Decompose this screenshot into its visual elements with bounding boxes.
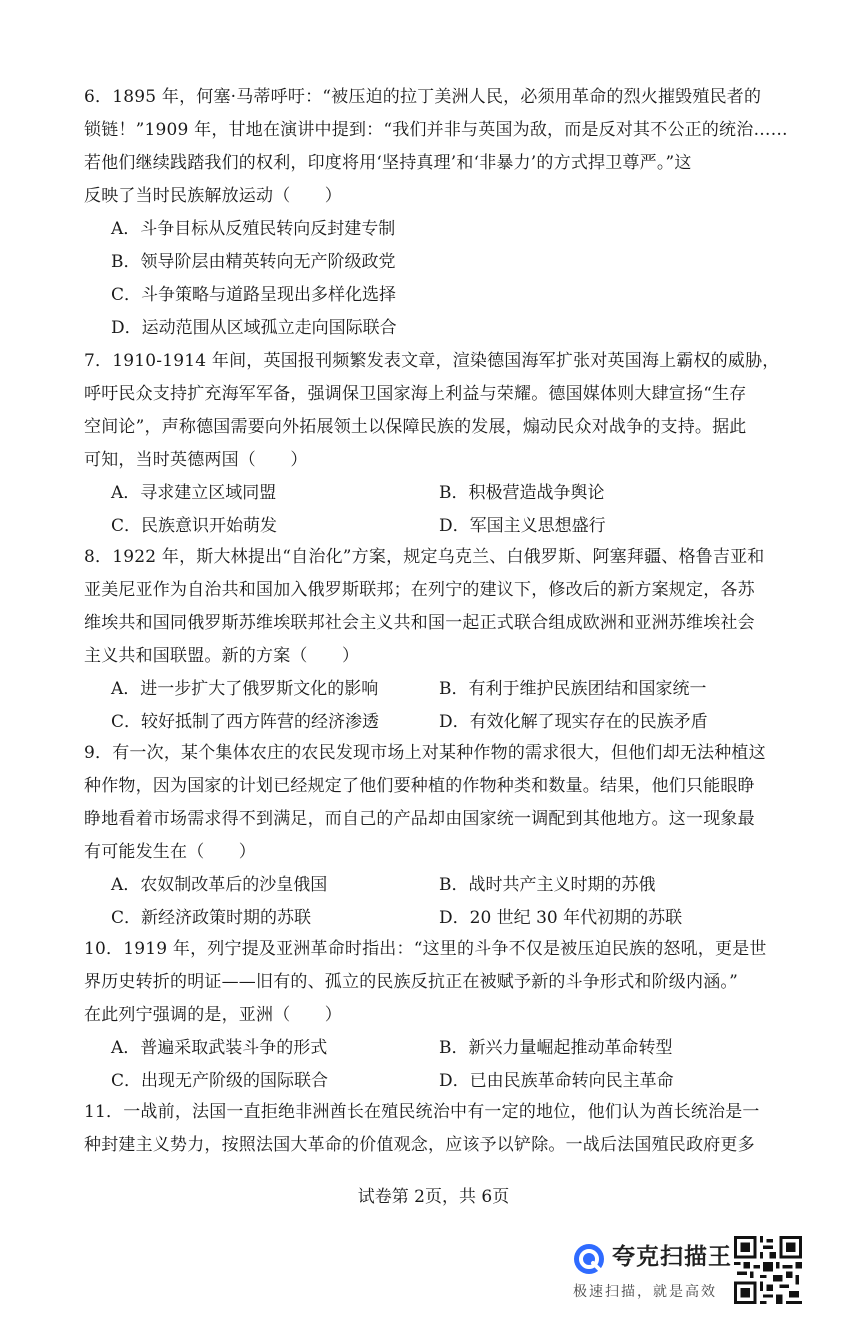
question-9-line-1: 9．有一次，某个集体农庄的农民发现市场上对某种作物的需求很大，但他们却无法种植这 [84, 743, 766, 763]
question-7-line-2: 呼吁民众支持扩充海军军备，强调保卫国家海上利益与荣耀。德国媒体则大肆宣扬“生存 [84, 384, 747, 404]
question-7-option-b: B．积极营造战争舆论 [439, 483, 605, 503]
scanner-watermark [572, 1236, 732, 1306]
question-10-option-d: D．已由民族革命转向民主革命 [439, 1071, 674, 1091]
question-6-line-2: 锁链！”1909 年，甘地在演讲中提到：“我们并非与英国为敌，而是反对其不公正的统治…… [84, 120, 788, 140]
question-10-line-3: 在此列宁强调的是，亚洲（ ） [84, 1005, 342, 1025]
question-8-option-c: C．较好抵制了西方阵营的经济渗透 [111, 712, 380, 732]
quark-logo-icon [572, 1242, 606, 1276]
question-6-line-3: 若他们继续践踏我们的权利，印度将用‘坚持真理’和‘非暴力’的方式捍卫尊严。”这 [84, 153, 692, 173]
question-8-line-1: 8．1922 年，斯大林提出“自治化”方案，规定乌克兰、白俄罗斯、阿塞拜疆、格鲁吉亚和 [84, 547, 765, 567]
question-7-line-4: 可知，当时英德两国（ ） [84, 450, 308, 470]
question-9-option-d: D．20 世纪 30 年代初期的苏联 [439, 908, 683, 928]
question-7-option-c: C．民族意识开始萌发 [111, 516, 278, 536]
question-6-line-4: 反映了当时民族解放运动（ ） [84, 186, 342, 206]
question-9-line-4: 有可能发生在（ ） [84, 842, 256, 862]
question-6-option-d: D．运动范围从区域孤立走向国际联合 [111, 318, 397, 338]
question-6-option-c: C．斗争策略与道路呈现出多样化选择 [111, 285, 397, 305]
brand-slogan: 极速扫描，就是高效 [573, 1284, 717, 1300]
question-7-option-d: D．军国主义思想盛行 [439, 516, 606, 536]
question-6-option-b: B．领导阶层由精英转向无产阶级政党 [111, 252, 396, 272]
question-8-line-3: 维埃共和国同俄罗斯苏维埃联邦社会主义共和国一起正式联合组成欧洲和亚洲苏维埃社会 [84, 613, 755, 633]
question-8-line-2: 亚美尼亚作为自治共和国加入俄罗斯联邦；在列宁的建议下，修改后的新方案规定，各苏 [84, 580, 755, 600]
question-7-line-1: 7．1910-1914 年间，英国报刊频繁发表文章，渲染德国海军扩张对英国海上霸权的威胁， [84, 351, 780, 371]
question-9-option-b: B．战时共产主义时期的苏俄 [439, 875, 656, 895]
question-6-line-1: 6．1895 年，何塞·马蒂呼吁：“被压迫的拉丁美洲人民，必须用革命的烈火摧毁殖民者的 [84, 87, 762, 107]
question-7-option-a: A．寻求建立区域同盟 [111, 483, 277, 503]
question-10-line-1: 10．1919 年，列宁提及亚洲革命时指出：“这里的斗争不仅是被压迫民族的怒吼，更是世 [84, 939, 767, 959]
question-8-line-4: 主义共和国联盟。新的方案（ ） [84, 646, 360, 666]
question-8-option-b: B．有利于维护民族团结和国家统一 [439, 679, 707, 699]
question-9-option-c: C．新经济政策时期的苏联 [111, 908, 312, 928]
question-7-line-3: 空间论”，声称德国需要向外拓展领土以保障民族的发展，煽动民众对战争的支持。据此 [84, 417, 747, 437]
question-10-line-2: 界历史转折的明证——旧有的、孤立的民族反抗正在被赋予新的斗争形式和阶级内涵。” [84, 972, 738, 992]
question-10-option-c: C．出现无产阶级的国际联合 [111, 1071, 329, 1091]
qr-code-icon [734, 1236, 802, 1304]
question-10-option-b: B．新兴力量崛起推动革命转型 [439, 1038, 673, 1058]
brand-name: 夸克扫描王 [612, 1244, 732, 1270]
question-9-option-a: A．农奴制改革后的沙皇俄国 [111, 875, 328, 895]
page-footer: 试卷第 2页，共 6页 [357, 1187, 510, 1207]
question-9-line-2: 种作物，因为国家的计划已经规定了他们要种植的作物种类和数量。结果，他们只能眼睁 [84, 776, 755, 796]
question-8-option-d: D．有效化解了现实存在的民族矛盾 [439, 712, 708, 732]
question-11-line-1: 11．一战前，法国一直拒绝非洲酋长在殖民统治中有一定的地位，他们认为酋长统治是一 [84, 1102, 760, 1122]
question-11-line-2: 种封建主义势力，按照法国大革命的价值观念，应该予以铲除。一战后法国殖民政府更多 [84, 1135, 755, 1155]
question-10-option-a: A．普遍采取武装斗争的形式 [111, 1038, 328, 1058]
question-6-option-a: A．斗争目标从反殖民转向反封建专制 [111, 219, 396, 239]
question-9-line-3: 睁地看着市场需求得不到满足，而自己的产品却由国家统一调配到其他地方。这一现象最 [84, 809, 755, 829]
question-8-option-a: A．进一步扩大了俄罗斯文化的影响 [111, 679, 379, 699]
